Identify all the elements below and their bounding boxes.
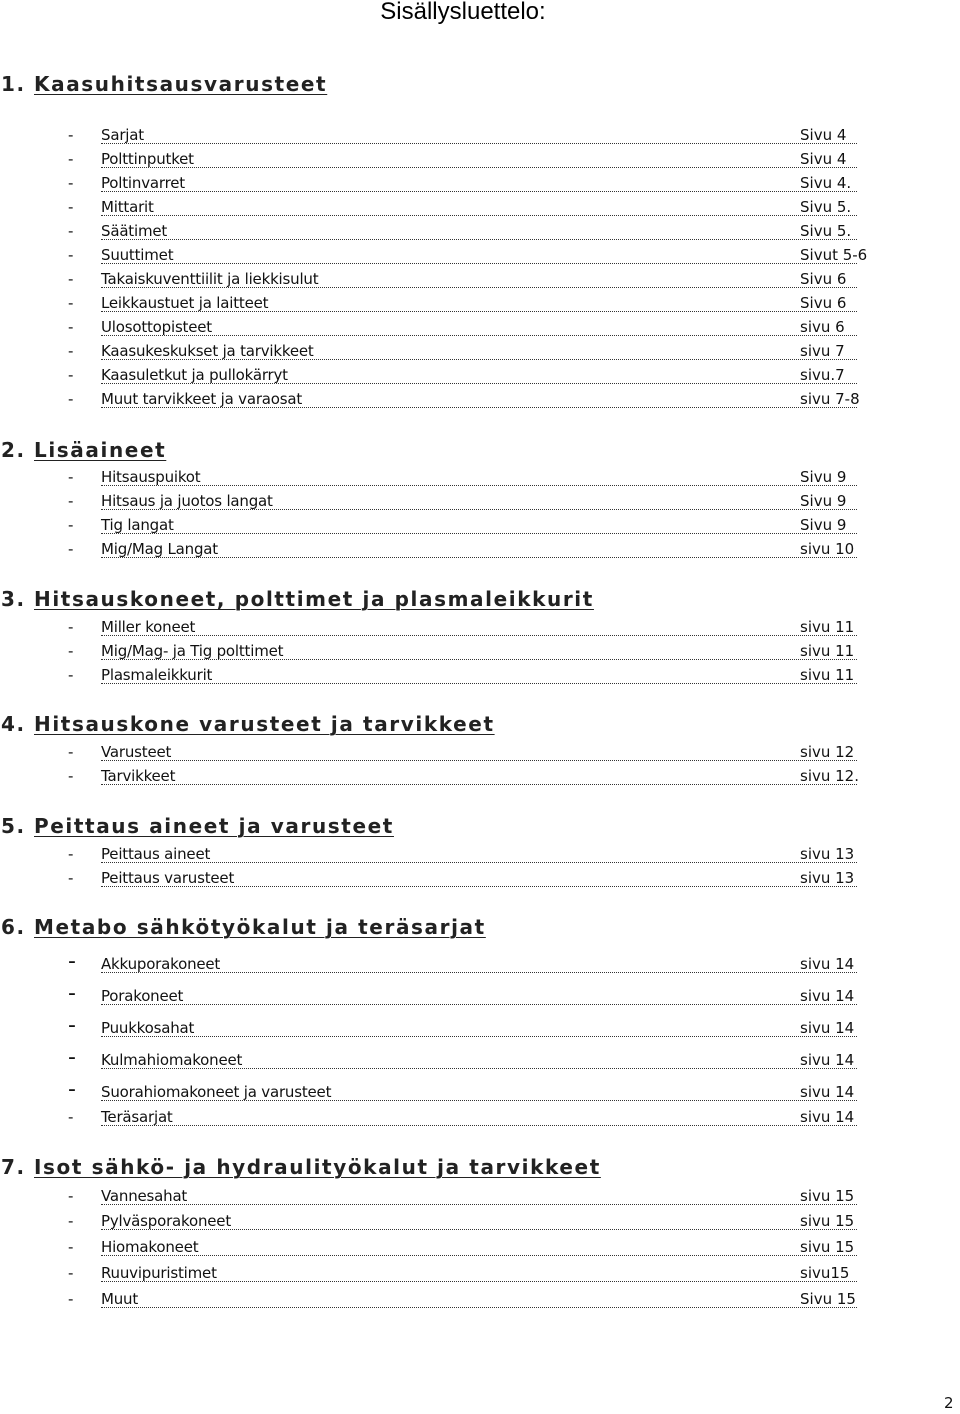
entry-page: Sivu 9 xyxy=(800,516,847,534)
entry-label: Puukkosahat xyxy=(101,1019,195,1037)
section-number: 5. xyxy=(1,814,26,838)
entry-page: sivu 14 xyxy=(800,987,855,1005)
entry-label: Takaiskuventtiilit ja liekkisulut xyxy=(101,270,319,288)
entry-page: sivu 6 xyxy=(800,318,845,336)
section-number: 4. xyxy=(1,712,26,736)
entry-page: sivu15 xyxy=(800,1264,850,1282)
entry-page: sivu 12. xyxy=(800,767,859,785)
dotted-leader xyxy=(101,239,857,240)
entry-label: Miller koneet xyxy=(101,618,196,636)
dotted-leader xyxy=(101,683,857,684)
section-heading xyxy=(0,814,394,840)
bullet-dash: - xyxy=(68,1013,76,1038)
entry-page: sivu.7 xyxy=(800,366,845,384)
bullet-dash: - xyxy=(68,468,74,486)
page-number: 2 xyxy=(944,1394,954,1412)
bullet-dash: - xyxy=(68,516,74,534)
section-title: Hitsauskone varusteet ja tarvikkeet xyxy=(34,712,495,736)
bullet-dash: - xyxy=(68,618,74,636)
page-title: Sisällysluettelo: xyxy=(380,0,546,25)
entry-label: Suuttimet xyxy=(101,246,174,264)
entry-page: Sivu 4 xyxy=(800,150,847,168)
entry-label: Muut xyxy=(101,1290,139,1308)
section-heading xyxy=(0,1155,601,1181)
entry-page: sivu 11 xyxy=(800,642,855,660)
bullet-dash: - xyxy=(68,150,74,168)
entry-label: Akkuporakoneet xyxy=(101,955,221,973)
entry-label: Varusteet xyxy=(101,743,172,761)
bullet-dash: - xyxy=(68,1290,74,1308)
bullet-dash: - xyxy=(68,246,74,264)
entry-label: Sarjat xyxy=(101,126,144,144)
entry-label: Hiomakoneet xyxy=(101,1238,199,1256)
entry-page: Sivut 5-6 xyxy=(800,246,868,264)
bullet-dash: - xyxy=(68,845,74,863)
entry-label: Kulmahiomakoneet xyxy=(101,1051,243,1069)
bullet-dash: - xyxy=(68,642,74,660)
dotted-leader xyxy=(101,485,857,486)
bullet-dash: - xyxy=(68,666,74,684)
bullet-dash: - xyxy=(68,366,74,384)
bullet-dash: - xyxy=(68,869,74,887)
entry-page: sivu 15 xyxy=(800,1238,855,1256)
bullet-dash: - xyxy=(68,270,74,288)
section-title: Lisäaineet xyxy=(34,438,167,462)
dotted-leader xyxy=(101,784,857,785)
entry-label: Säätimet xyxy=(101,222,168,240)
entry-page: Sivu 5. xyxy=(800,198,852,216)
entry-page: sivu 11 xyxy=(800,666,855,684)
bullet-dash: - xyxy=(68,1238,74,1256)
entry-label: Muut tarvikkeet ja varaosat xyxy=(101,390,303,408)
bullet-dash: - xyxy=(68,743,74,761)
dotted-leader xyxy=(101,862,857,863)
entry-page: Sivu 6 xyxy=(800,270,847,288)
entry-label: Poltinvarret xyxy=(101,174,185,192)
dotted-leader xyxy=(101,1307,857,1308)
dotted-leader xyxy=(101,191,857,192)
entry-page: Sivu 9 xyxy=(800,468,847,486)
entry-page: sivu 14 xyxy=(800,1019,855,1037)
bullet-dash: - xyxy=(68,767,74,785)
section-number: 1. xyxy=(1,72,26,96)
bullet-dash: - xyxy=(68,1077,76,1102)
entry-label: Peittaus varusteet xyxy=(101,869,235,887)
dotted-leader xyxy=(101,143,857,144)
entry-label: Plasmaleikkurit xyxy=(101,666,213,684)
entry-page: Sivu 15 xyxy=(800,1290,856,1308)
section-heading xyxy=(0,438,166,464)
entry-page: sivu 13 xyxy=(800,869,855,887)
entry-page: sivu 12 xyxy=(800,743,855,761)
bullet-dash: - xyxy=(68,492,74,510)
entry-label: Kaasuletkut ja pullokärryt xyxy=(101,366,288,384)
entry-page: sivu 15 xyxy=(800,1187,855,1205)
entry-label: Ruuvipuristimet xyxy=(101,1264,217,1282)
section-heading xyxy=(0,72,327,98)
dotted-leader xyxy=(101,1204,857,1205)
entry-label: Leikkaustuet ja laitteet xyxy=(101,294,269,312)
bullet-dash: - xyxy=(68,1264,74,1282)
bullet-dash: - xyxy=(68,1045,76,1070)
section-number: 7. xyxy=(1,1155,26,1179)
entry-label: Mittarit xyxy=(101,198,154,216)
entry-label: Tarvikkeet xyxy=(101,767,176,785)
entry-label: Peittaus aineet xyxy=(101,845,211,863)
section-heading xyxy=(0,915,486,941)
bullet-dash: - xyxy=(68,198,74,216)
entry-label: Suorahiomakoneet ja varusteet xyxy=(101,1083,332,1101)
section-number: 6. xyxy=(1,915,26,939)
entry-page: Sivu 9 xyxy=(800,492,847,510)
bullet-dash: - xyxy=(68,222,74,240)
entry-page: sivu 7 xyxy=(800,342,845,360)
dotted-leader xyxy=(101,335,857,336)
dotted-leader xyxy=(101,215,857,216)
dotted-leader xyxy=(101,1004,857,1005)
bullet-dash: - xyxy=(68,949,76,974)
section-title: Isot sähkö- ja hydraulityökalut ja tarvikkeet xyxy=(34,1155,601,1179)
section-title: Peittaus aineet ja varusteet xyxy=(34,814,394,838)
section-heading xyxy=(0,712,495,738)
dotted-leader xyxy=(101,635,857,636)
entry-page: sivu 10 xyxy=(800,540,855,558)
section-title: Kaasuhitsausvarusteet xyxy=(34,72,328,96)
dotted-leader xyxy=(101,1125,857,1126)
entry-page: sivu 14 xyxy=(800,1083,855,1101)
section-number: 2. xyxy=(1,438,26,462)
entry-page: sivu 15 xyxy=(800,1212,855,1230)
dotted-leader xyxy=(101,760,857,761)
section-heading xyxy=(0,587,594,613)
entry-page: sivu 14 xyxy=(800,955,855,973)
section-number: 3. xyxy=(1,587,26,611)
bullet-dash: - xyxy=(68,294,74,312)
bullet-dash: - xyxy=(68,126,74,144)
entry-page: Sivu 4 xyxy=(800,126,847,144)
bullet-dash: - xyxy=(68,981,76,1006)
entry-label: Ulosottopisteet xyxy=(101,318,212,336)
bullet-dash: - xyxy=(68,318,74,336)
entry-page: sivu 7-8 xyxy=(800,390,860,408)
bullet-dash: - xyxy=(68,1212,74,1230)
entry-label: Kaasukeskukset ja tarvikkeet xyxy=(101,342,314,360)
entry-label: Mig/Mag Langat xyxy=(101,540,218,558)
bullet-dash: - xyxy=(68,342,74,360)
bullet-dash: - xyxy=(68,390,74,408)
dotted-leader xyxy=(101,533,857,534)
entry-page: Sivu 5. xyxy=(800,222,852,240)
dotted-leader xyxy=(101,263,857,264)
entry-page: sivu 14 xyxy=(800,1108,855,1126)
bullet-dash: - xyxy=(68,174,74,192)
entry-label: Vannesahat xyxy=(101,1187,188,1205)
entry-page: sivu 11 xyxy=(800,618,855,636)
dotted-leader xyxy=(101,1255,857,1256)
entry-page: sivu 13 xyxy=(800,845,855,863)
entry-label: Teräsarjat xyxy=(101,1108,173,1126)
dotted-leader xyxy=(101,167,857,168)
entry-label: Pylväsporakoneet xyxy=(101,1212,232,1230)
entry-label: Hitsaus ja juotos langat xyxy=(101,492,273,510)
bullet-dash: - xyxy=(68,540,74,558)
entry-label: Mig/Mag- ja Tig polttimet xyxy=(101,642,284,660)
entry-label: Porakoneet xyxy=(101,987,184,1005)
section-title: Metabo sähkötyökalut ja teräsarjat xyxy=(34,915,486,939)
entry-label: Polttinputket xyxy=(101,150,194,168)
entry-page: sivu 14 xyxy=(800,1051,855,1069)
bullet-dash: - xyxy=(68,1187,74,1205)
bullet-dash: - xyxy=(68,1108,74,1126)
section-title: Hitsauskoneet, polttimet ja plasmaleikkurit xyxy=(34,587,594,611)
entry-page: Sivu 6 xyxy=(800,294,847,312)
entry-page: Sivu 4. xyxy=(800,174,852,192)
entry-label: Hitsauspuikot xyxy=(101,468,201,486)
entry-label: Tig langat xyxy=(101,516,174,534)
dotted-leader xyxy=(101,1036,857,1037)
